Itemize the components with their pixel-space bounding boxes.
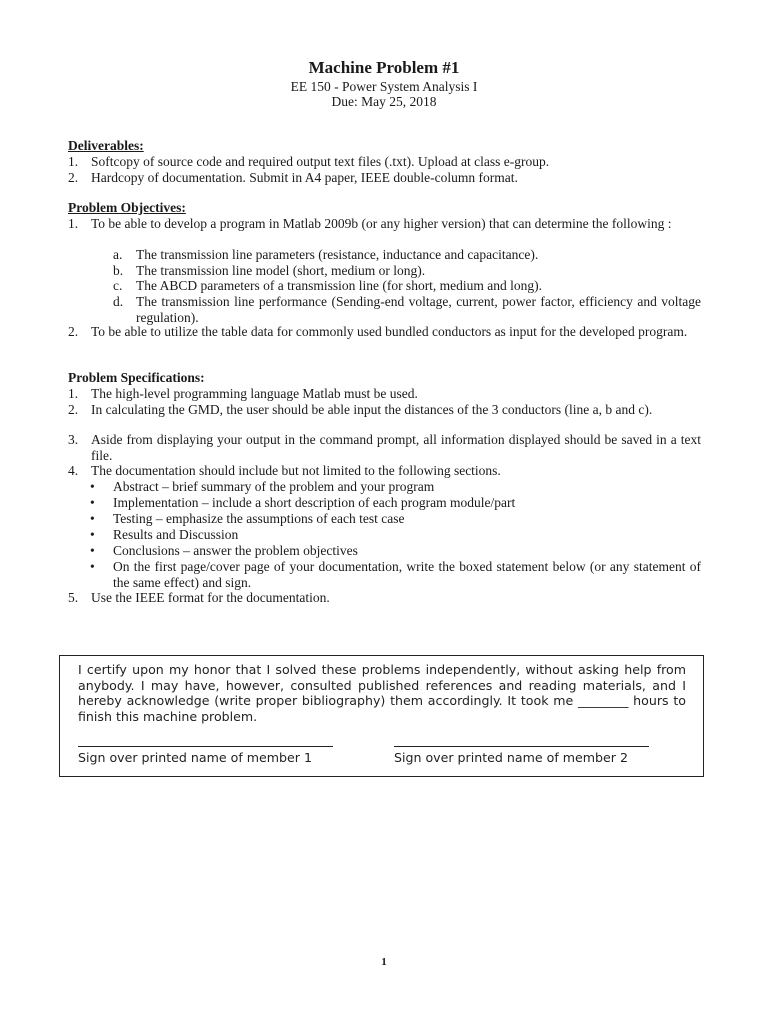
- signature-label-2: Sign over printed name of member 2: [394, 750, 628, 765]
- item-number: 1.: [68, 386, 79, 401]
- subitem-text: The transmission line model (short, medium or long).: [136, 263, 426, 278]
- specifications-heading: Problem Specifications:: [68, 370, 205, 385]
- subitem-letter: b.: [113, 263, 124, 278]
- bullet-icon: •: [90, 559, 95, 574]
- signature-label-1: Sign over printed name of member 1: [78, 750, 312, 765]
- item-number: 1.: [68, 154, 79, 169]
- item-number: 2.: [68, 170, 79, 185]
- subitem-letter: c.: [113, 278, 123, 293]
- item-text: Softcopy of source code and required output text files (.txt). Upload at class e-group.: [91, 154, 550, 169]
- bullet-icon: •: [90, 479, 95, 494]
- subitem-text: The transmission line parameters (resistance, inductance and capacitance).: [136, 247, 539, 262]
- item-text: Use the IEEE format for the documentation.: [91, 590, 330, 605]
- item-text: To be able to develop a program in Matlab 2009b (or any higher version) that can determine the following :: [91, 216, 672, 231]
- document-title: Machine Problem #1: [308, 58, 460, 77]
- item-text: In calculating the GMD, the user should be able input the distances of the 3 conductors (line a, b and c).: [91, 402, 653, 417]
- bullet-icon: •: [90, 543, 95, 558]
- deliverables-heading: Deliverables:: [68, 138, 144, 153]
- bullet-icon: •: [90, 495, 95, 510]
- bullet-icon: •: [90, 511, 95, 526]
- item-text: Hardcopy of documentation. Submit in A4 paper, IEEE double-column format.: [91, 170, 518, 185]
- item-number: 3.: [68, 432, 79, 447]
- item-text: The high-level programming language Matlab must be used.: [91, 386, 418, 401]
- item-number: 5.: [68, 590, 79, 605]
- bullet-text: Conclusions – answer the problem objectives: [113, 543, 358, 558]
- item-number: 1.: [68, 216, 79, 231]
- item-text: To be able to utilize the table data for commonly used bundled conductors as input for the developed program.: [91, 324, 688, 339]
- bullet-text: On the first page/cover page of your documentation, write the boxed statement below (or any statement of the same effect) and sign.: [113, 559, 701, 590]
- certification-box: [59, 655, 704, 777]
- item-text: The documentation should include but not limited to the following sections.: [91, 463, 501, 478]
- subitem-text: The transmission line performance (Sending-end voltage, current, power factor, efficiency and voltage regulation).: [136, 294, 701, 325]
- subitem-text: The ABCD parameters of a transmission line (for short, medium and long).: [136, 278, 543, 293]
- bullet-text: Testing – emphasize the assumptions of each test case: [113, 511, 405, 526]
- bullet-icon: •: [90, 527, 95, 542]
- item-text: Aside from displaying your output in the command prompt, all information displayed should be saved in a text file.: [91, 432, 701, 463]
- signature-line-1: [78, 746, 333, 747]
- signature-line-2: [394, 746, 649, 747]
- bullet-text: Abstract – brief summary of the problem and your program: [113, 479, 435, 494]
- due-date: Due: May 25, 2018: [331, 94, 437, 109]
- bullet-text: Results and Discussion: [113, 527, 239, 542]
- bullet-text: Implementation – include a short description of each program module/part: [113, 495, 516, 510]
- item-number: 4.: [68, 463, 79, 478]
- page-number: 1: [381, 956, 387, 968]
- objectives-heading: Problem Objectives:: [68, 200, 186, 215]
- item-number: 2.: [68, 324, 79, 339]
- subitem-letter: a.: [113, 247, 123, 262]
- item-number: 2.: [68, 402, 79, 417]
- subitem-letter: d.: [113, 294, 124, 309]
- certification-statement: I certify upon my honor that I solved these problems independently, without asking help from anybody. I may have, however, consulted published references and reading materials, and I hereby acknowledge (write proper bibliography) them accordingly. It took me ________ hours to finish this machine problem.: [78, 662, 686, 724]
- course-line: EE 150 - Power System Analysis I: [290, 79, 478, 94]
